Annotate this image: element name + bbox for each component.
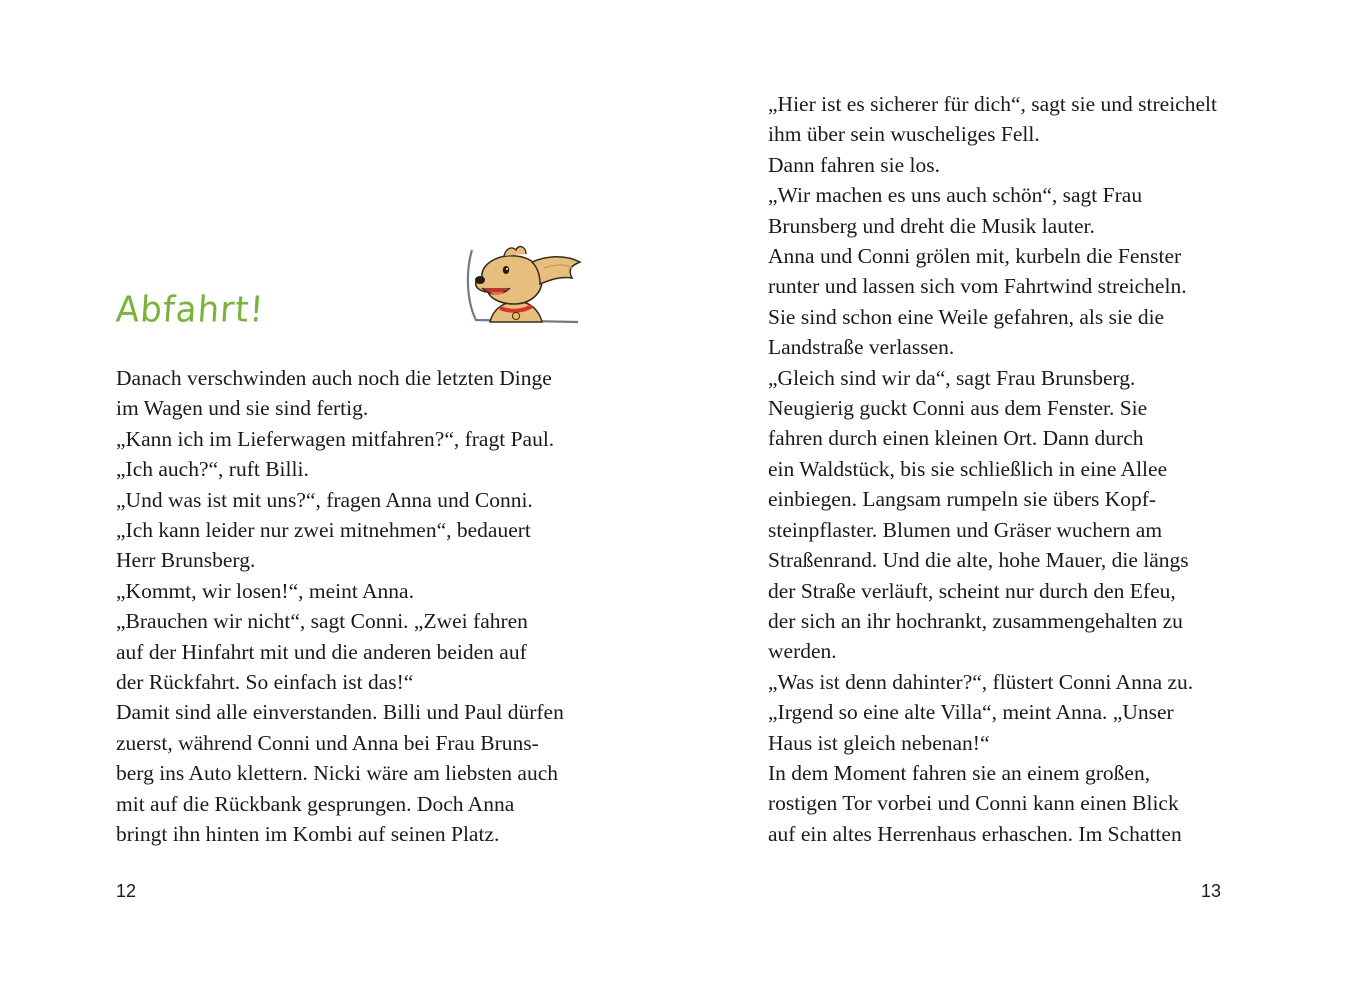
text-line: bringt ihn hinten im Kombi auf seinen Platz. xyxy=(116,822,500,847)
text-line: Brunsberg und dreht die Musik lauter. xyxy=(768,213,1095,238)
text-line: zuerst, während Conni und Anna bei Frau Bruns- xyxy=(116,730,539,755)
text-line: einbiegen. Langsam rumpeln sie übers Kopf- xyxy=(768,487,1157,512)
dog-illustration xyxy=(460,240,585,330)
text-line: „Brauchen wir nicht“, sagt Conni. „Zwei fahren xyxy=(116,609,528,634)
text-line: In dem Moment fahren sie an einem großen, xyxy=(768,760,1151,785)
text-line: „Hier ist es sicherer für dich“, sagt sie und streichelt xyxy=(768,92,1217,116)
text-line: steinpflaster. Blumen und Gräser wuchern am xyxy=(768,517,1163,542)
left-page xyxy=(0,0,674,1000)
text-line: Damit sind alle einverstanden. Billi und Paul dürfen xyxy=(116,700,564,725)
text-line: Anna und Conni grölen mit, kurbeln die Fenster xyxy=(768,244,1182,269)
text-line: ihm über sein wuscheliges Fell. xyxy=(768,122,1040,147)
text-line: Herr Brunsberg. xyxy=(116,548,256,573)
text-line: mit auf die Rückbank gesprungen. Doch Anna xyxy=(116,791,515,816)
text-line: der sich an ihr hochrankt, zusammengehalten zu xyxy=(768,608,1183,633)
text-line: „Wir machen es uns auch schön“, sagt Frau xyxy=(768,183,1143,208)
page-number-right: 13 xyxy=(1201,881,1222,901)
text-line: ein Waldstück, bis sie schließlich in eine Allee xyxy=(768,456,1168,481)
text-line: Sie sind schon eine Weile gefahren, als sie die xyxy=(768,304,1165,329)
text-line: „Kann ich im Lieferwagen mitfahren?“, fragt Paul. xyxy=(116,426,555,451)
text-line: werden. xyxy=(768,639,837,664)
text-line: runter und lassen sich vom Fahrtwind streicheln. xyxy=(768,274,1187,299)
text-line: im Wagen und sie sind fertig. xyxy=(116,396,369,421)
text-line: berg ins Auto klettern. Nicki wäre am liebsten auch xyxy=(116,761,559,786)
right-page-text xyxy=(768,89,1238,849)
text-line: Landstraße verlassen. xyxy=(768,335,955,360)
text-line: „Ich kann leider nur zwei mitnehmen“, bedauert xyxy=(116,518,531,543)
text-line: „Kommt, wir losen!“, meint Anna. xyxy=(116,578,414,603)
left-page-text xyxy=(116,363,586,850)
right-page xyxy=(674,0,1349,1000)
page-number-left: 12 xyxy=(116,881,137,901)
text-line: „Irgend so eine alte Villa“, meint Anna. „Unser xyxy=(768,700,1174,725)
text-line: Danach verschwinden auch noch die letzten Dinge xyxy=(116,366,552,390)
text-line: „Und was ist mit uns?“, fragen Anna und Conni. xyxy=(116,487,533,512)
text-line: „Was ist denn dahinter?“, flüstert Conni Anna zu. xyxy=(768,669,1194,694)
text-line: der Straße verläuft, scheint nur durch den Efeu, xyxy=(768,578,1176,603)
text-line: Straßenrand. Und die alte, hohe Mauer, die längs xyxy=(768,548,1189,573)
text-line: auf der Hinfahrt mit und die anderen beiden auf xyxy=(116,639,527,664)
text-line: rostigen Tor vorbei und Conni kann einen Blick xyxy=(768,791,1179,816)
text-line: auf ein altes Herrenhaus erhaschen. Im Schatten xyxy=(768,821,1182,846)
text-line: der Rückfahrt. So einfach ist das!“ xyxy=(116,670,414,695)
text-line: Neugierig guckt Conni aus dem Fenster. Sie xyxy=(768,396,1148,421)
text-line: „Ich auch?“, ruft Billi. xyxy=(116,457,309,482)
text-line: Haus ist gleich nebenan!“ xyxy=(768,730,990,755)
chapter-title: Abfahrt! xyxy=(114,289,266,331)
text-line: „Gleich sind wir da“, sagt Frau Brunsberg. xyxy=(768,365,1136,390)
text-line: fahren durch einen kleinen Ort. Dann durch xyxy=(768,426,1144,451)
text-line: Dann fahren sie los. xyxy=(768,152,940,177)
